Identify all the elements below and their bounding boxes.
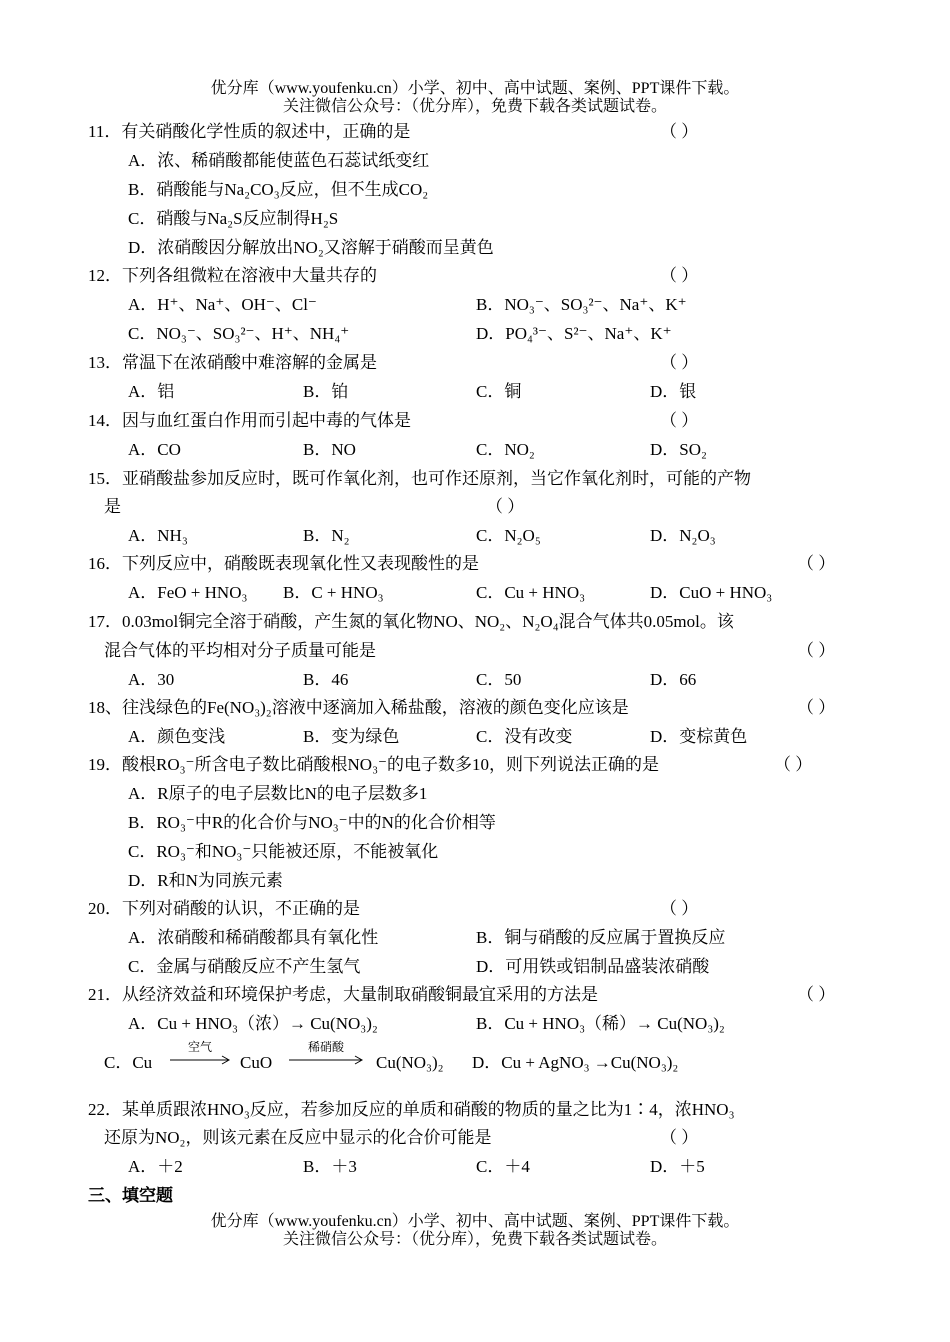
q15-option-a: A．NH₃ [128,526,188,545]
q16-option-c: C．Cu + HNO₃ [476,583,586,602]
q21-option-a: A．Cu + HNO₃（浓）→ Cu(NO₃)₂ [128,1014,378,1033]
q22-answer-blank: （ ） [660,1128,699,1147]
q13-option-c: C．铜 [476,382,522,401]
q13-option-a: A．铝 [128,382,175,401]
q22-option-a: A．＋2 [128,1157,183,1176]
q19-option-b: B．RO₃⁻中R的化合价与NO₃⁻中的N的化合价相等 [128,813,496,832]
q21-option-b: B．Cu + HNO₃（稀）→ Cu(NO₃)₂ [476,1014,725,1033]
q14-option-d: D．SO₂ [650,440,707,459]
q21-option-c-end: Cu(NO₃)₂ [376,1053,444,1072]
q16-option-a: A．FeO + HNO₃ [128,583,248,602]
q22-option-b: B．＋3 [303,1157,357,1176]
q15-stem: 15．亚硝酸盐参加反应时，既可作氧化剂，也可作还原剂，当它作氧化剂时，可能的产物 [88,469,751,488]
q20-stem: 20．下列对硝酸的认识，不正确的是 [88,899,360,918]
header-line-2: 关注微信公众号：（优分库），免费下载各类试题试卷。 [282,98,667,115]
q11-option-d: D．浓硝酸因分解放出NO₂又溶解于硝酸而呈黄色 [128,238,494,257]
q21-stem: 21．从经济效益和环境保护考虑，大量制取硝酸铜最宜采用的方法是 [88,985,598,1004]
q15-option-d: D．N₂O₃ [650,526,716,545]
q16-stem: 16．下列反应中，硝酸既表现氧化性又表现酸性的是 [88,554,479,573]
q18-option-d: D．变棕黄色 [650,727,748,746]
q21-option-d: D．Cu + AgNO₃ →Cu(NO₃)₂ [472,1053,679,1072]
q16-answer-blank: （ ） [797,554,836,573]
q19-option-c: C．RO₃⁻和NO₃⁻只能被还原，不能被氧化 [128,842,439,861]
q12-answer-blank: （ ） [660,266,699,285]
reaction-arrow-2 [287,1054,367,1066]
q16-option-b: B．C + HNO₃ [283,583,384,602]
q13-answer-blank: （ ） [660,353,699,372]
q11-option-a: A．浓、稀硝酸都能使蓝色石蕊试纸变红 [128,151,430,170]
q19-option-a: A．R原子的电子层数比N的电子层数多1 [128,784,428,803]
q15-option-c: C．N₂O₅ [476,526,541,545]
q18-stem: 18、往浅绿色的Fe(NO₃)₂溶液中逐滴加入稀盐酸，溶液的颜色变化应该是 [88,698,629,717]
q20-option-a: A．浓硝酸和稀硝酸都具有氧化性 [128,928,379,947]
q21-option-c-mid: CuO [240,1053,273,1072]
q17-option-d: D．66 [650,670,697,689]
q14-option-a: A．CO [128,440,181,459]
reaction-arrow-1 [168,1054,234,1066]
q17-answer-blank: （ ） [797,641,836,660]
q12-option-b: B．NO₃⁻、SO₃²⁻、Na⁺、K⁺ [476,295,687,314]
q14-stem: 14．因与血红蛋白作用而引起中毒的气体是 [88,411,411,430]
q20-option-c: C．金属与硝酸反应不产生氢气 [128,957,361,976]
q22-option-d: D．＋5 [650,1157,705,1176]
q17-option-c: C．50 [476,670,522,689]
footer-line-1: 优分库（www.youfenku.cn）小学、初中、高中试题、案例、PPT课件下载。 [210,1213,740,1230]
q13-option-b: B．铂 [303,382,349,401]
q14-option-b: B．NO [303,440,356,459]
q21-option-c-start: C．Cu [104,1053,153,1072]
q15-answer-blank: （ ） [486,497,525,516]
header-line-1: 优分库（www.youfenku.cn）小学、初中、高中试题、案例、PPT课件下载。 [210,80,740,97]
arrow-2-label: 稀硝酸 [308,1040,345,1054]
q13-stem: 13．常温下在浓硝酸中难溶解的金属是 [88,353,377,372]
q19-answer-blank: （ ） [774,755,813,774]
q11-option-c: C．硝酸与Na₂S反应制得H₂S [128,209,339,228]
q14-answer-blank: （ ） [660,411,699,430]
q17-option-b: B．46 [303,670,349,689]
q18-option-a: A．颜色变浅 [128,727,226,746]
q15-stem-cont: 是 [104,497,121,516]
q20-option-b: B．铜与硝酸的反应属于置换反应 [476,928,726,947]
q11-answer-blank: （ ） [660,122,699,141]
q14-option-c: C．NO₂ [476,440,535,459]
q17-option-a: A．30 [128,670,175,689]
q22-option-c: C．＋4 [476,1157,530,1176]
q22-stem: 22．某单质跟浓HNO₃反应，若参加反应的单质和硝酸的物质的量之比为1∶4，浓HNO₃ [88,1100,735,1119]
q19-option-d: D．R和N为同族元素 [128,871,283,890]
q20-answer-blank: （ ） [660,899,699,918]
q12-option-c: C．NO₃⁻、SO₃²⁻、H⁺、NH₄⁺ [128,324,350,343]
q13-option-d: D．银 [650,382,697,401]
q18-answer-blank: （ ） [797,698,836,717]
q11-option-b: B．硝酸能与Na₂CO₃反应，但不生成CO₂ [128,180,429,199]
q16-option-d: D．CuO + HNO₃ [650,583,773,602]
q18-option-c: C．没有改变 [476,727,573,746]
q12-option-d: D．PO₄³⁻、S²⁻、Na⁺、K⁺ [476,324,672,343]
q22-stem-cont: 还原为NO₂，则该元素在反应中显示的化合价可能是 [104,1128,492,1147]
q19-stem: 19．酸根RO₃⁻所含电子数比硝酸根NO₃⁻的电子数多10，则下列说法正确的是 [88,755,659,774]
q18-option-b: B．变为绿色 [303,727,400,746]
arrow-1-label: 空气 [188,1040,213,1054]
q11-stem: 11．有关硝酸化学性质的叙述中，正确的是 [88,122,411,141]
footer-line-2: 关注微信公众号：（优分库），免费下载各类试题试卷。 [282,1231,667,1248]
q20-option-d: D．可用铁或铝制品盛装浓硝酸 [476,957,710,976]
q12-stem: 12．下列各组微粒在溶液中大量共存的 [88,266,377,285]
q17-stem-cont: 混合气体的平均相对分子质量可能是 [104,641,376,660]
section-3-heading: 三、填空题 [88,1186,173,1205]
q15-option-b: B．N₂ [303,526,350,545]
q17-stem: 17．0.03mol铜完全溶于硝酸，产生氮的氧化物NO、NO₂、N₂O₄混合气体共0.05mol。该 [88,612,734,631]
q21-answer-blank: （ ） [797,985,836,1004]
q12-option-a: A．H⁺、Na⁺、OH⁻、Cl⁻ [128,295,317,314]
